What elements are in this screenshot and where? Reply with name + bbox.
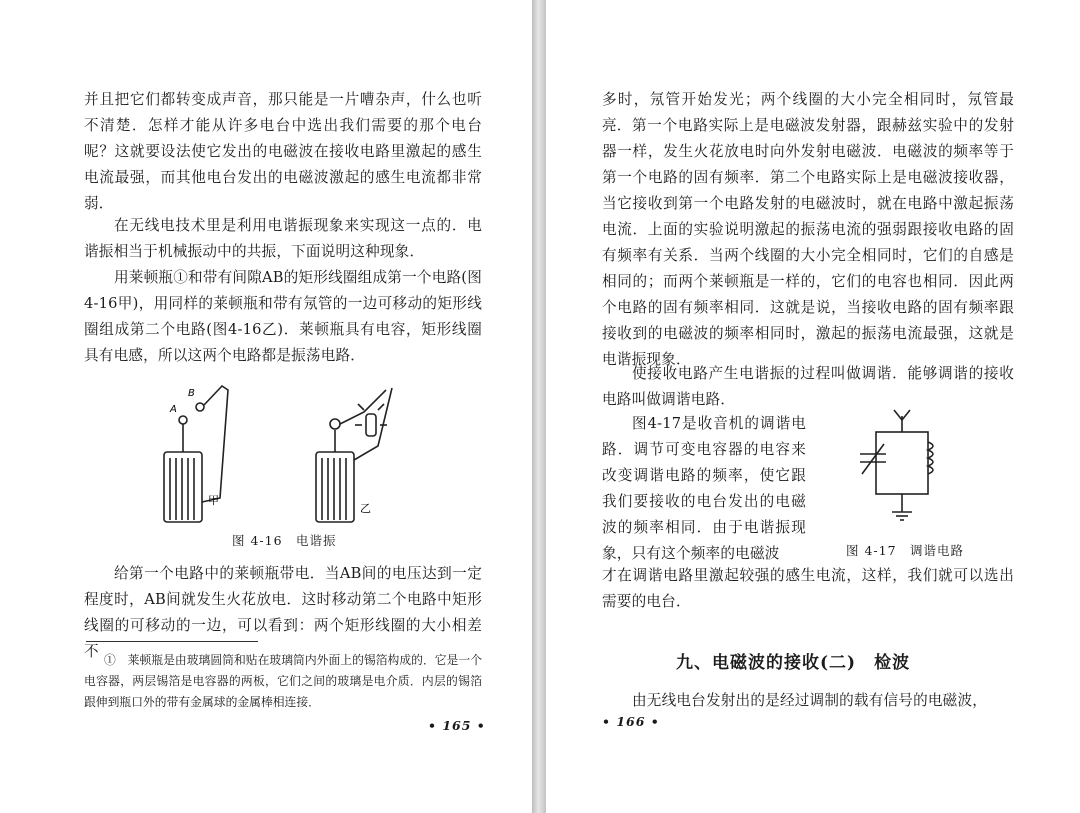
tuning-loop [876, 432, 928, 494]
paragraph: 给第一个电路中的莱顿瓶带电．当AB间的电压达到一定程度时，AB间就发生火花放电．这时移动第二个电路中矩形线圈的可移动的一边，可以看到：两个矩形线圈的大小相差不 [84, 565, 482, 660]
paragraph: 才在调谐电路里激起较强的感生电流，这样，我们就可以选出需要的电台． [602, 567, 1014, 610]
paragraph: 用莱顿瓶①和带有间隙AB的矩形线圈组成第一个电路(图4-16甲)，用同样的莱顿瓶和带有氖管的一边可移动的矩形线圈组成第二个电路(图4-16乙)．莱顿瓶具有电容，矩形线圈具有电感，所以这两个电路都是振荡电路． [84, 269, 482, 364]
left-page [0, 0, 532, 813]
page-number: • 165 • [428, 718, 486, 733]
paragraph: 在无线电技术里是利用电谐振现象来实现这一点的．电谐振相当于机械振动中的共振，下面说明这种现象． [84, 217, 482, 260]
rect-coil-jia [202, 386, 228, 502]
page-number: • 166 • [602, 714, 660, 729]
paragraph: 由无线电台发射出的是经过调制的载有信号的电磁波， [632, 692, 988, 709]
section-heading: 九、电磁波的接收(二) 检波 [676, 653, 911, 673]
footnote: ① 莱顿瓶是由玻璃圆筒和贴在玻璃筒内外面上的锡箔构成的．它是一个电容器，两层锡箔是电容器的两板，它们之间的玻璃是电介质．内层的锡箔跟伸到瓶口外的带有金属球的金属棒相连接． [84, 653, 482, 709]
rect-coil-yi [340, 390, 386, 424]
label-jia: 甲 [208, 494, 219, 507]
book-gutter [532, 0, 546, 813]
label-a: A [170, 404, 177, 415]
figure-4-16-illustration [150, 380, 410, 525]
figure-caption: 图 4-17 调谐电路 [846, 543, 965, 558]
figure-caption: 图 4-16 电谐振 [232, 533, 337, 548]
neon-tube [366, 414, 376, 436]
paragraph: 图4-17是收音机的调谐电路．调节可变电容器的电容来改变调谐电路的频率，使它跟我们要接收的电台发出的电磁波的频率相同．由于电谐振现象，只有这个频率的电磁波 [602, 415, 806, 562]
paragraph: 多时，氖管开始发光；两个线圈的大小完全相同时，氖管最亮． [602, 91, 1014, 134]
paragraph: 并且把它们都转变成声音，那只能是一片嘈杂声，什么也听不清楚．怎样才能从许多电台中选出我们需要的那个电台呢？这就要设法使它发出的电磁波在接收电路里激起的感生电流最强，而其他电台发出的电磁波激起的感生电流都非常弱． [84, 91, 482, 212]
label-yi: 乙 [360, 502, 371, 515]
paragraph: 使接收电路产生电谐振的过程叫做调谐．能够调谐的接收电路叫做调谐电路． [602, 365, 1014, 408]
figure-electric-resonance [150, 380, 410, 525]
label-b: B [188, 388, 195, 399]
figure-4-17-illustration [842, 408, 962, 533]
paragraph: 第一个电路实际上是电磁波发射器，跟赫兹实验中的发射器一样，发生火花放电时向外发射电磁波．电磁波的频率等于第一个电路的固有频率．第二个电路实际上是电磁波接收器，当它接收到第一个电路发射的电磁波时，就在电路中激起振荡电流．上面的实验说明激起的振荡电流的强弱跟接收电路的固有频率有关系．当两个线圈的大小完全相同时，它们的自感是相同的；而两个莱顿瓶是一样的，它们的电容也相同．因此两个电路的固有频率相同．这就是说，当接收电路的固有频率跟接收到的电磁波的频率相同时，激起的振荡电流最强，这就是电谐振现象． [602, 117, 1014, 368]
figure-tuning-circuit [842, 408, 962, 533]
footnote-rule [86, 641, 258, 642]
